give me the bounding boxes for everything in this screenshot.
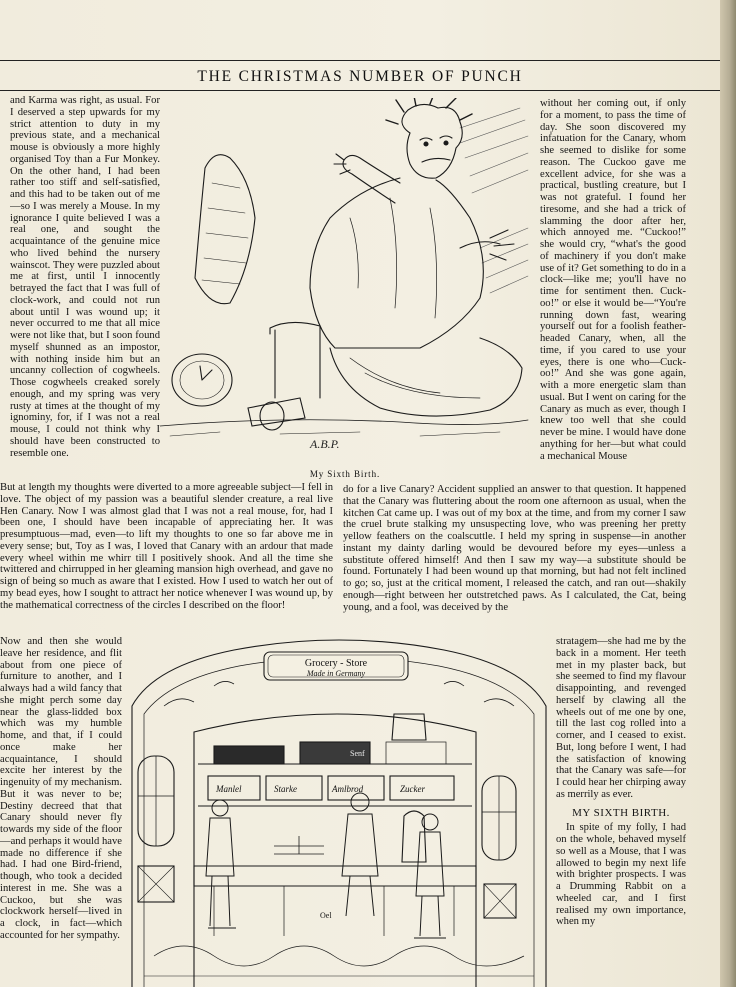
text-wide-right bbox=[343, 484, 686, 639]
sixth-birth-illustration bbox=[160, 98, 530, 460]
grocery-store-illustration bbox=[124, 636, 554, 987]
header-rule-bottom bbox=[0, 90, 720, 91]
para: Now and then she would leave her residence, and flit about from one piece of furniture to another, and I always had a wild fancy that she might perch some day near the glass-lidded box which was my humble home, and that, if I could once make her acquaintance, I should excite her interest by the ingenuity of my mechanism. But it was never to be; Destiny decreed that that Canary should never fly towards my side of the floor—and perhaps it would have made no difference if she had. I had one Bird-friend, though, who took a decided interest in me. She was a Cuckoo, but she was clockwork herself—lived in a clock, in fact—which accounted for her sympathy. bbox=[0, 636, 122, 941]
label-oel: Oel bbox=[320, 911, 332, 920]
label-senf: Senf bbox=[350, 749, 365, 758]
illustration-signature: A.B.P. bbox=[310, 437, 340, 451]
label-amlbrod: Amlbrod bbox=[332, 784, 364, 794]
text-left-bottom bbox=[0, 636, 122, 987]
label-manlel: Manlel bbox=[216, 784, 242, 794]
page-edge bbox=[720, 0, 736, 987]
shop-sign-line2: Made in Germany bbox=[306, 669, 366, 678]
illustration-caption: My Sixth Birth. bbox=[309, 469, 381, 479]
para: and Karma was right, as usual. For I deserved a step upwards for my strict attention to duty in my previous state, and a mechanical mouse is obviously a more highly organised Toy than a Fur Monkey. On the other hand, I had been rather too stiff and self-satisfied, and this had to be taken out of me—so I was merely a Mouse. In my ignorance I quite believed I was a real one, and sought the acquaintance of the genuine mice who lived behind the nursery wainscot. They were puzzled about me at first, until I innocently betrayed the fact that I was full of clock-work, and could not run about until I was wound up; it never occurred to me that all mice were not like that, but I soon found myself shunned as an impostor, with nothing inside him but an uncanny collection of cogwheels. Those cogwheels creaked sorely enough, and my spring was very rusty at times at the thought of my ignominy, for, if I was not a real mouse, I could not think why I should have been constructed to resemble one. bbox=[10, 95, 160, 459]
shop-sign-line1: Grocery - Store bbox=[304, 658, 368, 669]
para: In spite of my folly, I had on the whole, behaved myself so well as a Mouse, that I was allowed to begin my next life with brighter prospects. I was a Drumming Rabbit on a wheeled car, and I first realised my own importance, when my bbox=[556, 822, 686, 928]
label-starke: Starke bbox=[274, 784, 297, 794]
text-right-bottom bbox=[556, 636, 686, 987]
para: But at length my thoughts were diverted to a more agreeable subject—I fell in love. The object of my passion was a beautiful slender creature, a real live Hen Canary. Now I was almost glad that I was not a real mouse, for, had I been one, I should have been incapable of appreciating her. It was presumptuous—mad, even—to lift my thoughts to one so far above me in every sense; but, Toy as I was, I loved that Canary with an ardour that made every wheel within me whirr till I positively shook. And all the time she twittered and chirrupped in her gleaming mansion high overhead, and gave no sign of being so much as aware that I existed. How I used to watch her out of my bead eyes, how I sought to attract her notice whenever I was wound up, by the mathematical correctness of the circles I described on the floor! bbox=[0, 482, 333, 611]
section-heading: MY SIXTH BIRTH. bbox=[572, 806, 670, 819]
label-zucker: Zucker bbox=[400, 784, 425, 794]
para: do for a live Canary? Accident supplied an answer to that question. It happened that the Canary was fluttering about the room one afternoon as usual, when the kitchen Cat came up. I was out of my box at the time, and from my corner I saw the cruel brute stalking my unsuspecting love, who was preening her pretty yellow feathers on the coalscuttle. I held my spring in suspense—in another instant my dainty darling would be devoured before my eyes—unless a substitute offered himself! And then I saw my way—a substitute should be found. Fortunately I had been wound up that morning, but had not felt inclined to go; so, just at the critical moment, I released the catch, and ran out—shakily enough—right between her outstretched paws. As I calculated, the Cat, being young, and a fool, was deceived by the bbox=[343, 484, 686, 613]
para: without her coming out, if only for a moment, to pass the time of day. She soon discovered my infatuation for the Canary, whom she seemed to dislike for some reason. The Cuckoo gave me excellent advice, for she was a practical, bustling creature, but I was not grateful. I found her tiresome, and she had a trick of slamming the door after her, which annoyed me. “Cuckoo!” she would cry, “what's the good of machinery if you don't make use of it? Get something to do in a clock—like me; you'll have no time for sentiment then. Cuck-oo!” or else it would be—“You're running down fast, wearing yourself out for a foolish feather-headed Canary, when, all the time, if you cared to use your eyes, there is one who—Cuck-oo!” And she was gone again, with a more energetic slam than usual. But I went on caring for the Canary as much as ever, though I knew too well that she could never be mine. I would have done anything for her—but what could a mechanical Mouse bbox=[540, 98, 686, 462]
para: stratagem—she had me by the back in a moment. Her teeth met in my plaster back, but she seemed to find my flavour disappointing, and revenged herself by clawing all the wheels out of me one by one, till the last cog rolled into a corner, and I ceased to exist. But, long before I went, I had the satisfaction of knowing that the Canary was safe—for I could hear her chirping away as merrily as ever. bbox=[556, 636, 686, 800]
text-left-top bbox=[10, 95, 160, 481]
text-wide-left bbox=[0, 482, 333, 638]
text-right-top bbox=[540, 98, 686, 483]
header-rule-top bbox=[0, 60, 720, 61]
running-head: THE CHRISTMAS NUMBER OF PUNCH bbox=[197, 68, 523, 85]
